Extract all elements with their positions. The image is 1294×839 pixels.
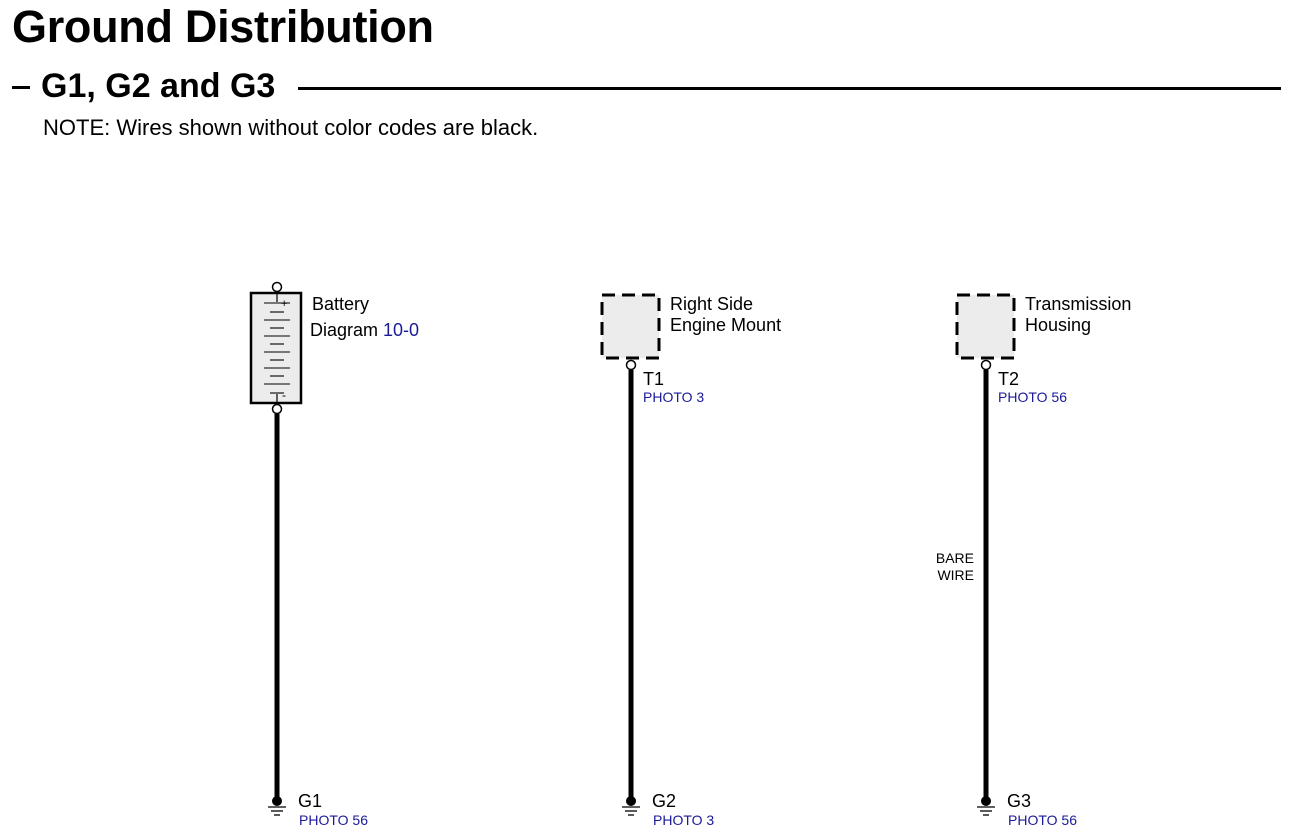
terminal-t2-label: T2: [998, 369, 1020, 389]
ground-symbol-g3: [977, 796, 995, 815]
bare-wire-label-line1: BARE: [935, 550, 974, 566]
section-title: G1, G2 and G3: [41, 67, 276, 105]
battery-negative-terminal: [273, 405, 282, 414]
ground-g1-label: G1: [298, 791, 323, 811]
battery-symbol: [251, 283, 301, 414]
terminal-t2: [982, 361, 991, 370]
engine-mount-label-line1: Right Side: [670, 294, 754, 314]
ground-symbol-g2: [622, 796, 640, 815]
battery-diagram-ref: [310, 320, 419, 340]
battery-body: [251, 293, 301, 403]
engine-mount-component: [602, 295, 659, 358]
transmission-label-line1: Transmission: [1025, 294, 1132, 314]
ground-g2-photo[interactable]: PHOTO 3: [653, 812, 715, 828]
bare-wire-label-line2: WIRE: [937, 567, 974, 583]
page-title: Ground Distribution: [12, 1, 434, 52]
note-text: NOTE: Wires shown without color codes are black.: [43, 115, 539, 140]
ground-g1-photo[interactable]: PHOTO 56: [299, 812, 368, 828]
ground-g3-photo[interactable]: PHOTO 56: [1008, 812, 1077, 828]
ground-symbol-g1: [268, 796, 286, 815]
battery-positive-terminal: [273, 283, 282, 292]
battery-diagram-prefix: Diagram: [310, 320, 379, 340]
engine-mount-label-line2: Engine Mount: [670, 315, 782, 335]
battery-plus-sign: +: [281, 298, 288, 310]
battery-minus-sign: -: [282, 388, 286, 402]
transmission-component: [957, 295, 1014, 358]
ground-g2-label: G2: [652, 791, 677, 811]
transmission-label-line2: Housing: [1025, 315, 1092, 335]
terminal-t1: [627, 361, 636, 370]
terminal-t1-label: T1: [643, 369, 665, 389]
terminal-t1-photo[interactable]: PHOTO 3: [643, 389, 705, 405]
battery-diagram-link[interactable]: 10-0: [383, 320, 420, 340]
terminal-t2-photo[interactable]: PHOTO 56: [998, 389, 1067, 405]
battery-label: Battery: [312, 294, 370, 314]
ground-g3-label: G3: [1007, 791, 1032, 811]
